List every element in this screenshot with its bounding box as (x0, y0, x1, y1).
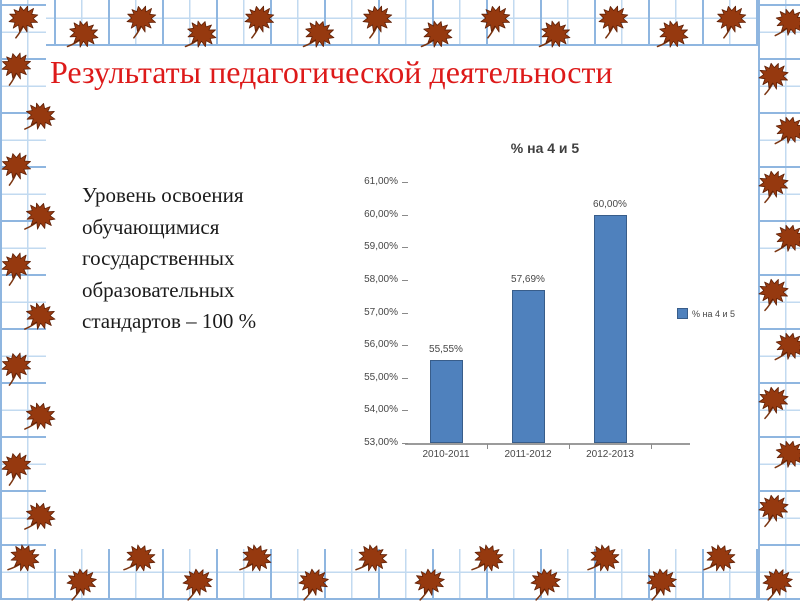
body-text-line: образовательных (82, 277, 235, 302)
x-axis-category-label: 2010-2011 (422, 449, 470, 460)
bar-value-label: 55,55% (429, 343, 463, 355)
y-axis-tick-mark (402, 280, 408, 281)
maple-leaf-icon (182, 17, 220, 55)
y-axis-tick-label: 57,00% (364, 306, 398, 318)
maple-leaf-icon (21, 99, 58, 136)
legend-label: % на 4 и 5 (692, 308, 736, 319)
y-axis-tick-mark (402, 410, 408, 411)
y-axis-tick-label: 58,00% (364, 273, 398, 285)
maple-leaf-icon (772, 6, 800, 42)
chart-legend (677, 308, 735, 319)
maple-leaf-icon (418, 17, 456, 55)
body-text (82, 180, 342, 338)
bar-chart (350, 136, 760, 486)
y-axis-tick-mark (402, 247, 408, 248)
maple-leaf-icon (759, 565, 797, 603)
body-text-line: стандартов – 100 % (82, 309, 257, 333)
y-axis-tick-label: 55,00% (364, 371, 398, 383)
maple-leaf-icon (21, 399, 58, 436)
bar-2010-2011 (430, 360, 463, 443)
maple-leaf-icon (21, 199, 58, 236)
maple-leaf-icon (772, 222, 800, 258)
maple-leaf-icon (411, 565, 449, 603)
y-axis-tick-label: 53,00% (364, 437, 398, 448)
y-axis-tick-label: 56,00% (364, 339, 398, 351)
y-axis-tick-label: 59,00% (364, 241, 398, 253)
maple-leaf-icon (772, 330, 800, 366)
y-axis-tick-label: 60,00% (364, 208, 398, 220)
body-text-line: государственных (82, 246, 235, 270)
maple-leaf-icon (63, 565, 101, 603)
maple-leaf-icon (179, 565, 217, 603)
maple-leaf-icon (21, 499, 58, 536)
y-axis-tick-label: 61,00% (364, 176, 398, 187)
bar-value-label: 57,69% (511, 273, 545, 285)
maple-leaf-icon (64, 17, 102, 55)
body-text-line: обучающимися (82, 214, 220, 239)
bar-value-label: 60,00% (593, 198, 627, 210)
maple-leaf-icon (527, 565, 565, 603)
maple-leaf-icon (643, 565, 681, 603)
maple-leaf-icon (21, 299, 58, 336)
body-text-line: Уровень освоения (82, 183, 244, 207)
y-axis-tick-mark (402, 378, 408, 379)
bar-2012-2013 (594, 215, 627, 443)
maple-leaf-icon (536, 17, 574, 55)
x-axis-line (405, 443, 690, 445)
y-axis-tick-mark (402, 215, 408, 216)
maple-leaf-icon (772, 438, 800, 474)
x-axis-tick-mark (651, 444, 652, 449)
maple-leaf-icon (300, 17, 338, 55)
y-axis-tick-mark (402, 182, 408, 183)
maple-leaf-icon (295, 565, 333, 603)
x-axis-category-label: 2012-2013 (586, 449, 634, 460)
page-title: Результаты педагогической деятельности (50, 54, 613, 90)
y-axis-tick-mark (402, 443, 408, 444)
maple-leaf-icon (654, 17, 692, 55)
legend-swatch-icon (677, 308, 688, 319)
y-axis-tick-label: 54,00% (364, 404, 398, 416)
bar-2011-2012 (512, 290, 545, 443)
y-axis-tick-mark (402, 313, 408, 314)
x-axis-category-label: 2011-2012 (504, 449, 552, 460)
maple-leaf-icon (772, 114, 800, 150)
chart-title: % на 4 и 5 (510, 140, 580, 156)
